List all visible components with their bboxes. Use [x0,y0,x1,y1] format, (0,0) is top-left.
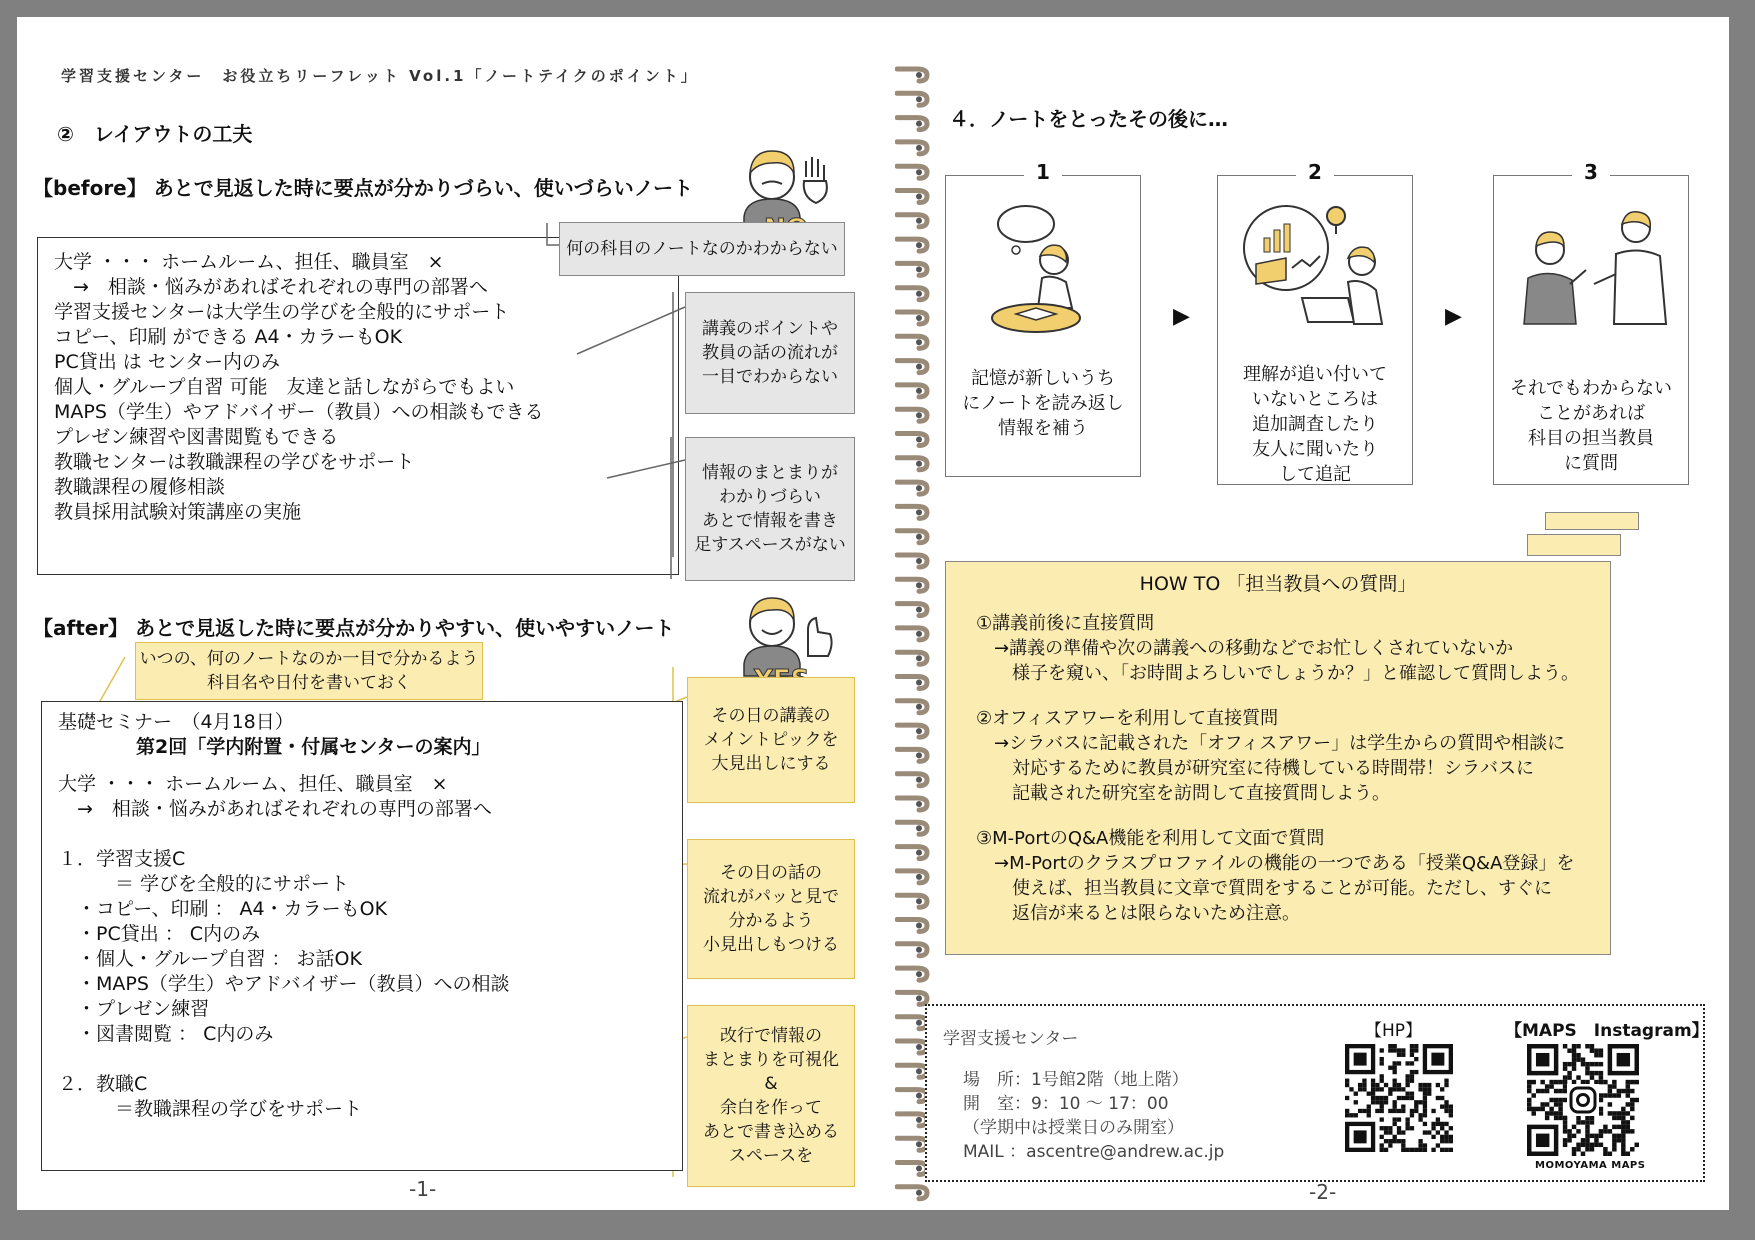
howto-item [976,706,1580,806]
howto-item-line: →シラバスに記載された「オフィスアワー」は学生からの質問や相談に [976,733,1566,754]
instagram-label: 【MAPS Instagram】 [1505,1021,1709,1041]
note-line: ＝教職課程の学びをサポート [58,1098,363,1120]
howto-item-heading: ③M-PortのQ&A機能を利用して文面で質問 [976,828,1325,849]
before-callout-subject: 何の科目のノートなのかわからない [559,222,845,276]
after-heading-line: 第2回「学内附置・付属センターの案内」 [136,736,491,758]
note-line: 大学 ・・・ ホームルーム、担任、職員室 × [54,251,444,273]
howto-item [976,826,1580,926]
note-line: ・プレゼン練習 [58,998,210,1020]
step-1-number: 1 [1024,160,1062,184]
note-line: 個人・グループ自習 可能 友達と話しながらでもよい [54,376,515,398]
section4-title: ４．ノートをとったその後に… [949,107,1228,131]
howto-item-line: 対応するために教員が研究室に待機している時間帯！シラバスに [976,758,1534,779]
asking-teacher-illustration [1510,198,1680,338]
note-line: → 相談・悩みがあればそれぞれの専門の部署へ [58,798,492,820]
after-subject-line: 基礎セミナー （4月18日） [58,711,294,733]
arrow-icon: ▶ [1445,304,1462,329]
note-line: ＝ 学びを全般的にサポート [58,873,350,895]
howto-box [945,561,1611,955]
howto-item [976,611,1580,686]
step-2-text: 理解が追い付いて いないところは 追加調査したり 友人に聞いたり して追記 [1243,364,1387,485]
howto-title: HOW TO 「担当教員への質問」 [1139,573,1417,595]
leaflet-sheet [17,17,1729,1210]
footer-details [963,1068,1224,1164]
note-line: ・個人・グループ自習 ： お話OK [58,948,362,970]
note-line: 学習支援センターは大学生の学びを全般的にサポート [54,301,510,323]
howto-item-line: 記載された研究室を訪問して直接質問しよう。 [976,783,1390,804]
after-title: 【after】 あとで見返した時に要点が分かりやすい、使いやすいノート [33,616,675,640]
section-title: ② レイアウトの工夫 [57,122,253,146]
note-line [58,822,666,847]
step-3-number: 3 [1572,160,1610,184]
page-number-2: -2- [1309,1180,1337,1204]
note-line: ２．教職C [58,1073,148,1095]
note-line: MAPS（学生）やアドバイザー（教員）への相談もできる [54,401,544,423]
footer-org: 学習支援センター [943,1029,1079,1049]
howto-items [976,611,1580,926]
note-line: 教員採用試験対策講座の実施 [54,501,302,523]
step-3-card [1493,160,1689,485]
after-note-lines [58,772,666,1122]
footer-place: 場 所：1号館2階（地上階） [963,1070,1189,1090]
note-line: ・図書閲覧 ： C内のみ [58,1023,274,1045]
step-2-card [1217,160,1413,485]
arrow-icon: ▶ [1173,304,1190,329]
step-1-text: 記憶が新しいうち にノートを読み返し 情報を補う [962,368,1124,439]
note-line: PC貸出 は センター内のみ [54,351,281,373]
step-3-text: それでもわからない ことがあれば 科目の担当教員 に質問 [1510,378,1672,474]
hp-label: 【HP】 [1365,1021,1423,1041]
before-callout-space: 情報のまとまりが わかりづらい あとで情報を書き 足すスペースがない [685,437,855,581]
after-note-box [41,701,683,1171]
note-line: ・MAPS（学生）やアドバイザー（教員）への相談 [58,973,510,995]
after-callout-subject: いつの、何のノートなのか一目で分かるよう 科目名や日付を書いておく [135,642,483,700]
hp-qr-code-icon[interactable] [1345,1044,1453,1152]
howto-item-line: 使えば、担当教員に文章で質問をすることが可能。ただし、すぐに [976,878,1552,899]
decorative-tab [1545,512,1639,530]
decorative-tab [1527,534,1621,556]
instagram-qr-code-icon[interactable] [1527,1044,1639,1156]
footer-note: （学期中は授業日のみ開室） [963,1118,1184,1138]
howto-item-line: →講義の準備や次の講義への移動などでお忙しくされていないか [976,638,1514,659]
note-line: プレゼン練習や図書閲覧もできる [54,426,339,448]
note-line: コピー、印刷 ができる A4・カラーもOK [54,326,403,348]
note-line: 教職課程の履修相談 [54,476,226,498]
step-2-number: 2 [1296,160,1334,184]
note-line [58,1047,666,1072]
instagram-caption: MOMOYAMA MAPS [1535,1160,1646,1171]
step-1-card [945,160,1141,477]
contact-footer [925,1004,1709,1182]
page-number-1: -1- [409,1177,437,1201]
before-title: 【before】 あとで見返した時に要点が分かりづらい、使いづらいノート [33,176,694,200]
howto-item-line: →M-Portのクラスプロファイルの機能の一つである「授業Q&A登録」を [976,853,1575,874]
howto-item-line: 様子を窺い、「お時間よろしいでしょうか？」と確認して質問しよう。 [976,663,1579,684]
after-callout-heading: その日の講義の メイントピックを 大見出しにする [687,677,855,803]
note-line: ・PC貸出 ： C内のみ [58,923,261,945]
before-callout-flow: 講義のポイントや 教員の話の流れが 一目でわからない [685,292,855,414]
footer-mail[interactable]: MAIL ：ascentre@andrew.ac.jp [963,1142,1225,1162]
leaflet-header: 学習支援センター お役立ちリーフレット Vol.1「ノートテイクのポイント」 [61,67,699,85]
note-line: → 相談・悩みがあればそれぞれの専門の部署へ [54,276,488,298]
note-line: 大学 ・・・ ホームルーム、担任、職員室 × [58,773,448,795]
note-line: １．学習支援C [58,848,186,870]
howto-item-line: 返信が来るとは限らないため注意。 [976,903,1300,924]
after-callout-spacing: 改行で情報の まとまりを可視化 & 余白を作って あとで書き込める スペースを [687,1005,855,1187]
note-line: ・コピー、印刷 ： A4・カラーもOK [58,898,388,920]
footer-hours: 開 室：9：10 ～ 17：00 [963,1094,1169,1114]
after-callout-subheading: その日の話の 流れがパッと見で 分かるよう 小見出しもつける [687,839,855,979]
research-illustration [1236,198,1396,338]
howto-item-heading: ②オフィスアワーを利用して直接質問 [976,708,1279,729]
note-line: 教職センターは教職課程の学びをサポート [54,451,415,473]
howto-item-heading: ①講義前後に直接質問 [976,613,1155,634]
reading-notes-illustration [986,198,1106,338]
